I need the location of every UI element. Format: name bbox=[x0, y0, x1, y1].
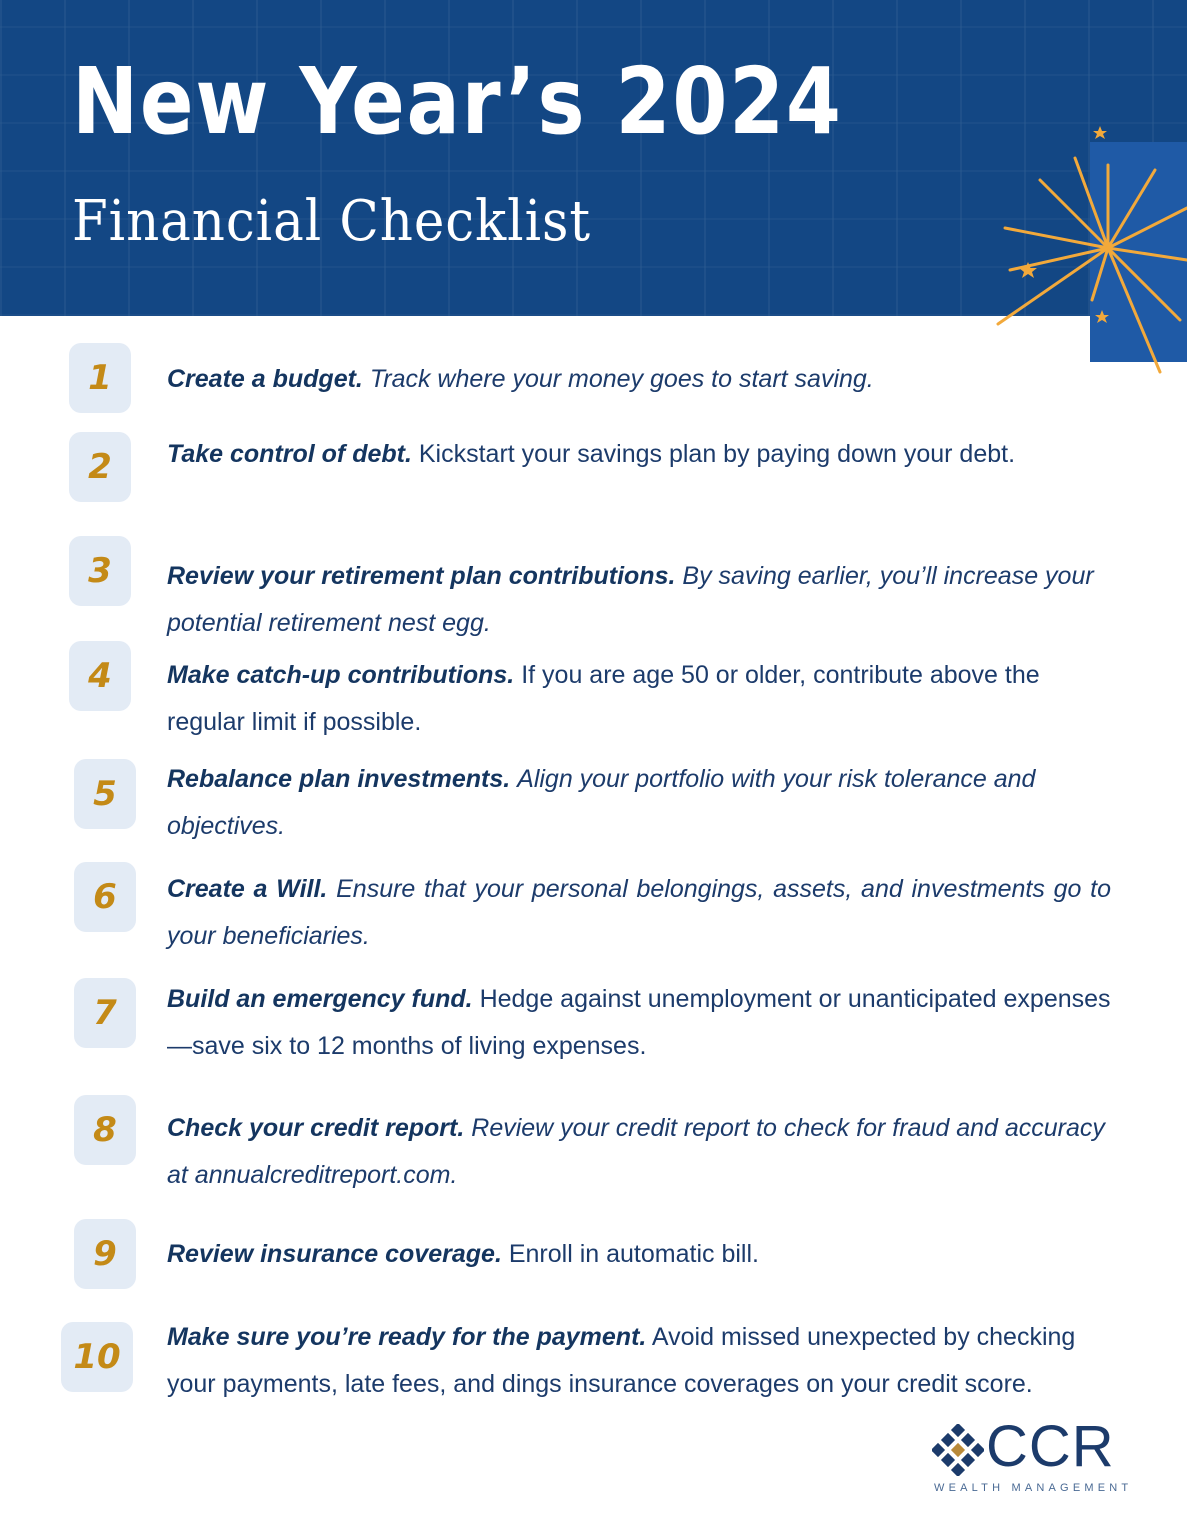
item-description: Ensure that your personal belongings, assets, and investments go to your beneficiaries. bbox=[167, 875, 1111, 950]
item-text bbox=[167, 976, 1111, 1070]
item-lead: Create a budget. bbox=[167, 365, 363, 393]
item-number: 3 bbox=[69, 536, 131, 606]
company-logo bbox=[932, 1414, 1133, 1498]
item-text bbox=[167, 553, 1111, 647]
page-title: New Year’s 2024 bbox=[72, 48, 843, 155]
item-number: 5 bbox=[74, 759, 136, 829]
item-text bbox=[167, 652, 1111, 746]
item-number: 8 bbox=[74, 1095, 136, 1165]
item-text bbox=[167, 1231, 1111, 1278]
item-description: By saving earlier, you’ll increase your potential retirement nest egg. bbox=[167, 562, 1094, 637]
page-subtitle: Financial Checklist bbox=[72, 189, 591, 254]
item-text bbox=[167, 431, 1111, 478]
logo-name: CCR bbox=[986, 1414, 1115, 1479]
item-lead: Review insurance coverage. bbox=[167, 1240, 502, 1268]
item-number: 7 bbox=[74, 978, 136, 1048]
item-lead: Make sure you’re ready for the payment. bbox=[167, 1323, 647, 1351]
item-number: 2 bbox=[69, 432, 131, 502]
item-lead: Rebalance plan investments. bbox=[167, 765, 511, 793]
item-description: Hedge against unemployment or unanticipated expenses—save six to 12 months of living expenses. bbox=[167, 985, 1111, 1060]
item-description: Review your credit report to check for fraud and accuracy at annualcreditreport.com. bbox=[167, 1114, 1105, 1189]
item-text bbox=[167, 756, 1111, 850]
item-lead: Make catch-up contributions. bbox=[167, 661, 515, 689]
item-text bbox=[167, 356, 1111, 403]
item-number: 10 bbox=[61, 1322, 133, 1392]
item-description: Track where your money goes to start saving. bbox=[369, 365, 874, 393]
logo-tagline: WEALTH MANAGEMENT bbox=[934, 1482, 1133, 1494]
item-description: If you are age 50 or older, contribute above the regular limit if possible. bbox=[167, 661, 1040, 736]
item-lead: Take control of debt. bbox=[167, 440, 412, 468]
item-lead: Review your retirement plan contributions. bbox=[167, 562, 676, 590]
item-description: Align your portfolio with your risk tolerance and objectives. bbox=[167, 765, 1036, 840]
item-text bbox=[167, 1105, 1111, 1199]
item-description: Enroll in automatic bill. bbox=[508, 1240, 759, 1268]
item-lead: Build an emergency fund. bbox=[167, 985, 473, 1013]
item-number: 1 bbox=[69, 343, 131, 413]
item-description: Avoid missed unexpected by checking your payments, late fees, and dings insurance coverages on your credit score. bbox=[167, 1323, 1076, 1398]
item-text bbox=[167, 866, 1111, 960]
item-number: 6 bbox=[74, 862, 136, 932]
diamond-pattern-logo-icon bbox=[932, 1424, 984, 1476]
item-number: 4 bbox=[69, 641, 131, 711]
item-text bbox=[167, 1314, 1087, 1408]
item-number: 9 bbox=[74, 1219, 136, 1289]
item-lead: Check your credit report. bbox=[167, 1114, 465, 1142]
item-lead: Create a Will. bbox=[167, 875, 328, 903]
item-description: Kickstart your savings plan by paying down your debt. bbox=[418, 440, 1016, 468]
